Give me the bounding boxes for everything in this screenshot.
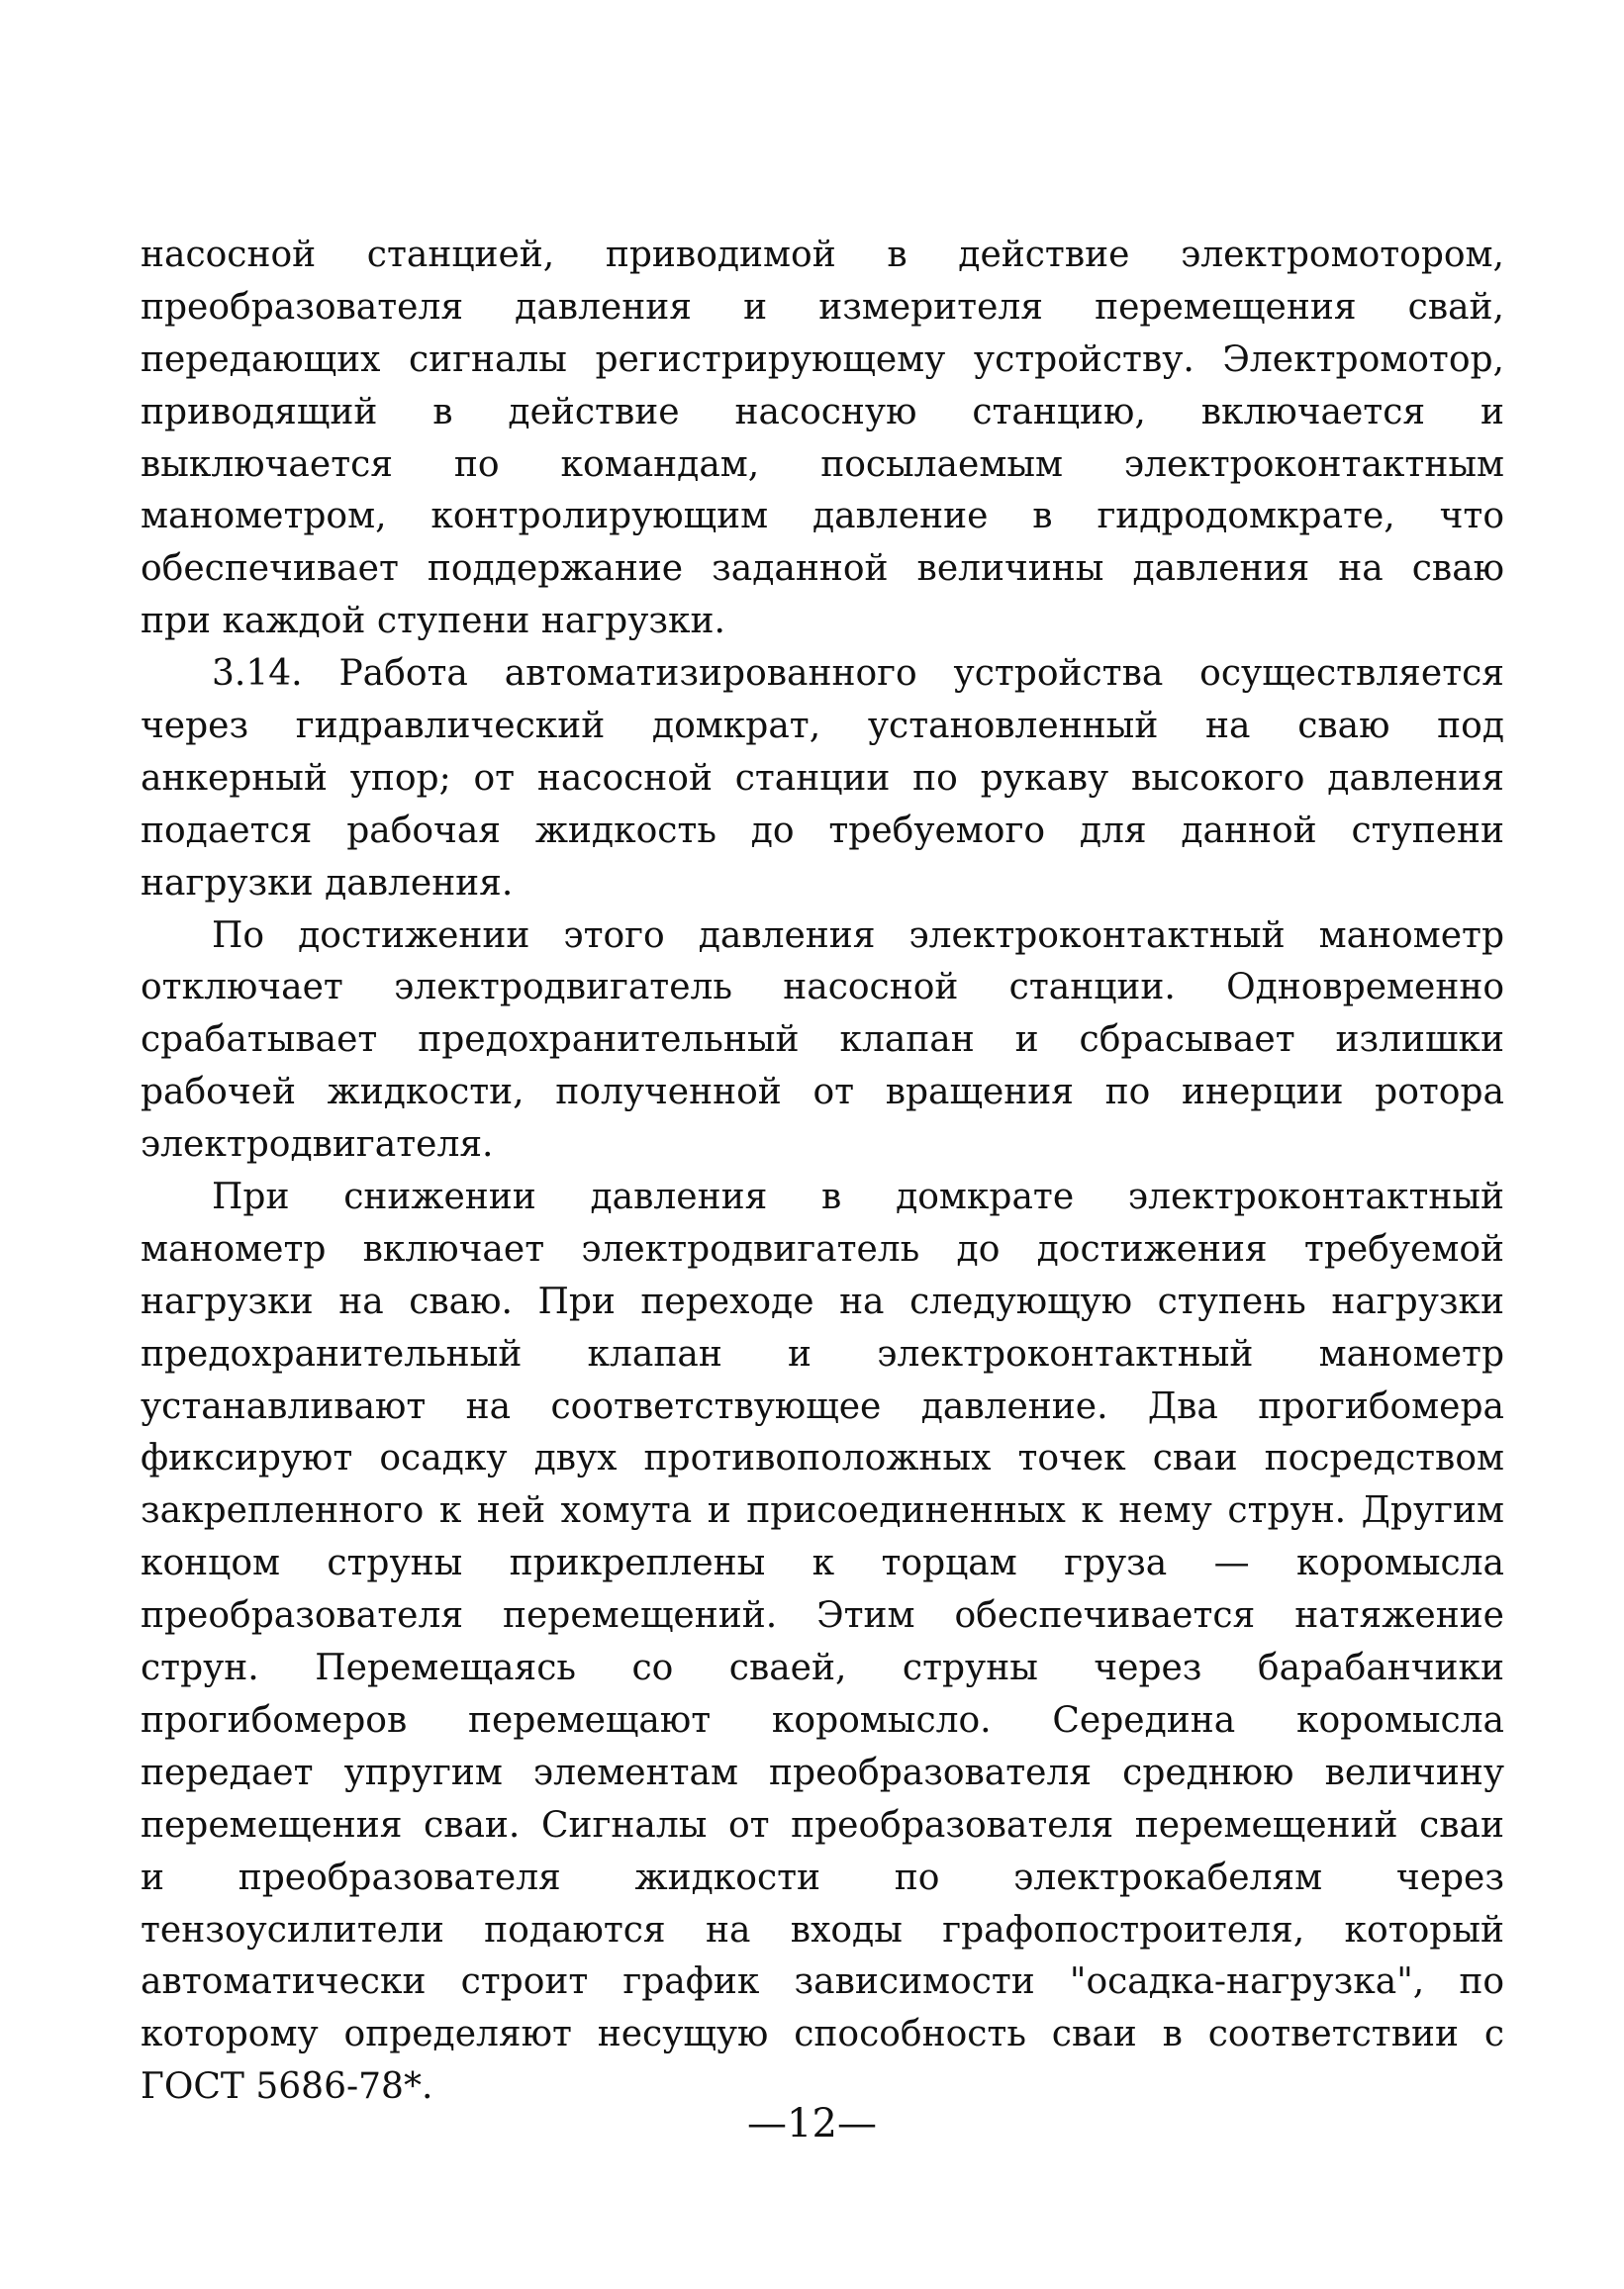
text-line: рабочей жидкости, полученной от вращения по инерции ротора xyxy=(141,1072,1504,1113)
section-heading-line: 3.14. Работа автоматизированного устройства осуществляется xyxy=(212,653,1504,695)
paragraph-start-line: По достижении этого давления электроконтактный манометр xyxy=(212,914,1504,956)
text-line: автоматически строит график зависимости "осадка-нагрузка", по xyxy=(141,1961,1504,2003)
text-line: электродвигателя. xyxy=(141,1124,494,1166)
text-line: предохранительный клапан и электроконтактный манометр xyxy=(141,1333,1504,1375)
text-line: перемещения сваи. Сигналы от преобразователя перемещений сваи xyxy=(141,1804,1504,1846)
text-line: нагрузки давления. xyxy=(141,862,514,904)
page-number: —12— xyxy=(747,2101,877,2146)
text-line: закрепленного к ней хомута и присоединенных к нему струн. Другим xyxy=(141,1490,1504,1532)
text-line: передающих сигналы регистрирующему устройству. Электромотор, xyxy=(141,338,1504,380)
text-line: выключается по командам, посылаемым электроконтактным xyxy=(141,443,1504,485)
text-line: прогибомеров перемещают коромысло. Середина коромысла xyxy=(141,1699,1504,1741)
text-line: при каждой ступени нагрузки. xyxy=(141,601,725,642)
text-line: передает упругим элементам преобразователя среднюю величину xyxy=(141,1752,1504,1793)
text-line: устанавливают на соответствующее давление. Два прогибомера xyxy=(141,1385,1504,1427)
text-line: струн. Перемещаясь со сваей, струны через барабанчики xyxy=(141,1648,1504,1689)
text-line: срабатывает предохранительный клапан и сбрасывает излишки xyxy=(141,1019,1504,1061)
text-line: подается рабочая жидкость до требуемого для данной ступени xyxy=(141,810,1504,851)
text-line: ГОСТ 5686-78*. xyxy=(141,2066,433,2108)
text-line: обеспечивает поддержание заданной величины давления на сваю xyxy=(141,548,1504,590)
text-line: концом струны прикреплены к торцам груза — коромысла xyxy=(141,1543,1504,1584)
text-line: преобразователя перемещений. Этим обеспечивается натяжение xyxy=(141,1595,1504,1637)
text-line: насосной станцией, приводимой в действие электромотором, xyxy=(141,235,1504,275)
text-line: тензоусилители подаются на входы графопостроителя, который xyxy=(141,1909,1504,1951)
text-line: и преобразователя жидкости по электрокабелям через xyxy=(141,1857,1504,1898)
text-line: которому определяют несущую способность сваи в соответствии с xyxy=(141,2014,1504,2055)
text-line: фиксируют осадку двух противоположных точек сваи посредством xyxy=(141,1438,1504,1479)
text-line: манометр включает электродвигатель до достижения требуемой xyxy=(141,1228,1504,1270)
text-line: преобразователя давления и измерителя перемещения свай, xyxy=(141,286,1504,328)
text-line: нагрузки на сваю. При переходе на следующую ступень нагрузки xyxy=(141,1281,1504,1322)
text-line: манометром, контролирующим давление в гидродомкрате, что xyxy=(141,496,1504,537)
text-line: отключает электродвигатель насосной станции. Одновременно xyxy=(141,967,1504,1008)
text-line: анкерный упор; от насосной станции по рукаву высокого давления xyxy=(141,757,1504,799)
text-line: приводящий в действие насосную станцию, включается и xyxy=(141,391,1504,432)
text-line: через гидравлический домкрат, установленный на сваю под xyxy=(141,706,1504,747)
body-text xyxy=(141,230,1504,2114)
paragraph-start-line: При снижении давления в домкрате электроконтактный xyxy=(212,1177,1504,1218)
